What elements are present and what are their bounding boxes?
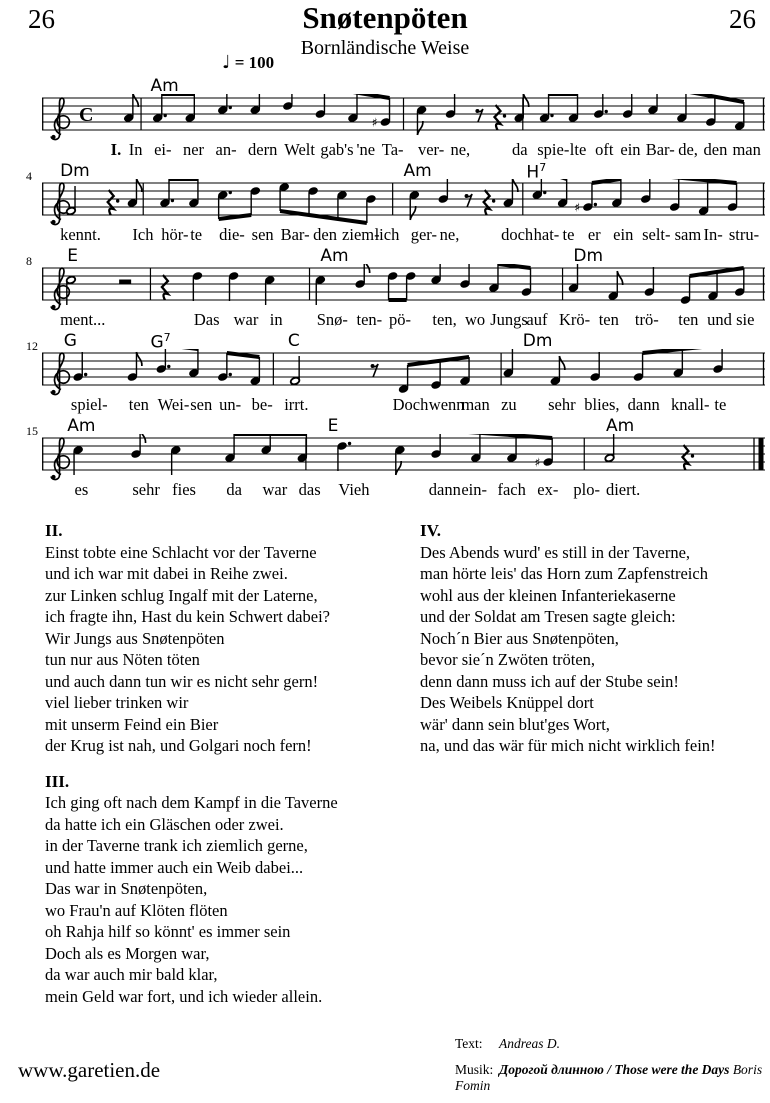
verse-line: mit unserm Feind ein Bier [45,714,219,734]
lyric-syllable: Das [193,310,220,329]
lyric-syllable: Wei- [157,395,190,414]
lyric-syllable: er [587,225,601,244]
chord-symbol: G [63,331,77,351]
lyric-syllable: stru- [728,225,760,244]
verse-block [45,771,395,1008]
lyric-syllable: da [511,140,528,159]
lyric-syllable: Welt [284,140,315,159]
lyric-syllable: ziem- [342,225,380,244]
lyric-syllable: lich [374,225,400,244]
measure-number: 4 [26,169,32,183]
verses-left-column [45,520,395,1021]
page-number-left: 26 [28,4,55,34]
lyric-syllable: die- [219,225,245,244]
lyric-syllable: ne, [439,225,460,244]
chord-symbol: Dm [60,161,90,181]
verse-line: da war auch mir bald klar, [45,965,218,984]
credit-row [455,1062,770,1094]
tempo-value: = 100 [234,53,275,72]
lyric-syllable: und [707,310,732,329]
lyric-syllable: spiel- [70,395,108,414]
lyric-syllable: ten [678,310,699,329]
lyric-syllable: gab's [320,140,354,159]
chord-symbol: Am [320,246,349,266]
lyric-syllable: ten- [356,310,383,329]
lyric-syllable: Bar- [645,140,675,159]
chord-symbol: Am [605,416,635,436]
lyric-syllable: ei- [154,140,172,159]
verse-line: oh Rahja hilf so könnt' es immer sein [45,922,291,941]
lyric-syllable: an- [215,140,237,159]
lyric-syllable: auf [526,310,548,329]
lyric-syllable: plo- [573,480,600,499]
verse-number: III. [45,771,70,791]
lyric-syllable: blies, [584,395,620,414]
lyric-syllable: ein [620,140,641,159]
lyric-syllable: de, [678,140,698,159]
lyric-syllable: Vieh [338,480,370,499]
verse-line: und der Soldat am Tresen sagte gleich: [420,607,676,626]
lyric-syllable: be- [251,395,273,414]
lyric-syllable: oft [595,140,614,159]
verse-line: Das war in Snøtenpöten, [45,879,208,898]
lyric-syllable: ten [598,310,619,329]
lyric-syllable: 'ne [356,140,376,159]
staff-svg [42,264,765,312]
lyric-syllable: te [714,395,727,414]
staff-system [42,78,765,163]
measure-number: 8 [26,254,32,268]
verse-line: viel lieber trinken wir [45,693,189,712]
lyric-syllable: wenn [428,395,465,414]
verse-line: wohl aus der kleinen Infanteriekaserne [420,585,676,605]
chord-symbol: Am [403,161,432,181]
staff-system [26,161,765,248]
lyric-syllable: ner [182,140,205,159]
verse-line: mein Geld war fort, und ich wieder allein. [45,986,323,1006]
lyric-syllable: dern [248,140,278,159]
verse-block [420,520,765,757]
lyric-syllable: Bar- [280,225,310,244]
lyric-syllable: sehr [132,480,160,499]
lyric-syllable: trö- [634,310,659,329]
lyric-syllable: I. [110,140,122,159]
lyric-syllable: es [74,480,89,499]
lyric-syllable: Jungs [490,310,528,329]
website-link: www.garetien.de [18,1058,161,1082]
verse-block [45,520,395,757]
lyric-syllable: ein [613,225,634,244]
lyric-syllable: Ich [132,225,154,244]
lyric-syllable: sen [251,225,274,244]
lyric-syllable: zu [501,395,517,414]
lyric-syllable: kennt. [60,225,101,244]
credit-label: Musik: [455,1062,494,1077]
lyric-syllable: te [190,225,203,244]
staff-svg [42,94,765,142]
credit-row [455,1036,770,1052]
lyric-syllable: war [262,480,288,499]
verse-line: Einst tobte eine Schlacht vor der Taverne [45,542,317,562]
verse-line: ich fragte ihn, Hast du kein Schwert dabei? [45,607,330,626]
lyric-syllable: spie- [537,140,570,159]
lyric-syllable: sam [674,225,702,244]
lyric-syllable: lte [569,140,587,159]
lyric-syllable: da [226,480,242,499]
verse-line: Ich ging oft nach dem Kampf in die Taverne [45,793,338,812]
verse-number: II. [45,521,63,540]
lyric-syllable: war [233,310,259,329]
staff-svg [42,434,765,482]
lyric-syllable: ne, [450,140,471,159]
verse-line: Des Weibels Knüppel dort [420,693,594,712]
verse-line: Noch´n Bier aus Snøtenpöten, [420,628,619,648]
lyric-syllable: sen [190,395,213,414]
svg-text:C: C [79,104,94,126]
verse-number: IV. [420,521,441,540]
verse-line: denn dann muss ich auf der Stube sein! [420,671,679,691]
lyric-syllable: dann [428,480,461,499]
lyric-syllable: dann [627,395,660,414]
lyric-syllable: irrt. [284,395,309,414]
verse-line: man hörte leis' das Horn zum Zapfenstreich [420,564,708,583]
verse-line: tun nur aus Nöten töten [45,650,200,669]
lyric-syllable: ger- [410,225,437,244]
lyric-syllable: diert. [605,480,641,499]
verse-line: wo Frau'n auf Klöten flöten [45,900,228,920]
tempo-marking [222,52,274,73]
lyric-syllable: sehr [548,395,576,414]
svg-text:♯: ♯ [371,115,378,130]
credits-block [455,1036,770,1103]
lyric-syllable: Krö- [558,310,591,329]
verse-line: Wir Jungs aus Snøtenpöten [45,628,225,648]
lyric-syllable: fies [172,480,196,499]
staff-system [26,416,765,503]
credit-value: Дорогой длинною / Those were the Days [499,1062,730,1077]
verse-line: und hatte immer auch ein Weib dabei... [45,857,304,877]
song-subtitle: Bornländische Weise [300,37,470,59]
measure-number: 15 [26,424,38,438]
verse-line: wär' dann sein blut'ges Wort, [420,714,610,734]
chord-symbol: Dm [522,331,553,351]
verse-line: da hatte ich ein Gläschen oder zwei. [45,814,284,834]
lyric-syllable: pö- [389,310,412,329]
lyric-syllable: wo [464,310,486,329]
verse-line: der Krug ist nah, und Golgari noch fern! [45,736,312,755]
credit-label: Text: [455,1036,483,1051]
lyric-syllable: in [269,310,283,329]
music-systems [26,76,765,503]
lyric-syllable: hör- [161,225,189,244]
verse-line: Des Abends wurd' es still in der Taverne, [420,542,691,562]
chord-symbol: Am [150,76,179,96]
quarter-note-icon: ♩ [222,52,231,73]
svg-text:♯: ♯ [534,455,541,470]
lyric-syllable: ex- [537,480,559,499]
verse-line: zur Linken schlug Ingalf mit der Laterne, [45,585,318,605]
lyric-syllable: den [703,140,728,159]
lyric-syllable: un- [219,395,242,414]
lyric-syllable: In [128,140,143,159]
lyric-syllable: ein- [461,480,487,499]
chord-symbol: E [67,246,79,266]
lyric-syllable: ten [128,395,149,414]
lyric-syllable: man [732,140,761,159]
page-number-right: 26 [729,4,756,34]
lyric-syllable: knall- [671,395,710,414]
svg-text:♯: ♯ [574,200,581,215]
lyric-syllable: te [562,225,575,244]
credit-value: Boris Fomin [455,1062,763,1093]
chord-symbol: $H^7$ [526,161,547,183]
lyric-syllable: das [298,480,321,499]
lyric-syllable: Snø- [316,310,348,329]
verses-right-column [420,520,765,771]
lyric-syllable: fach [497,480,526,499]
lyric-syllable: sie [736,310,755,329]
verse-line: und auch dann tun wir es nicht sehr gern! [45,671,319,691]
song-title: Snøtenpöten [302,0,468,35]
chord-symbol: E [327,416,339,436]
staff-svg [42,179,765,227]
verse-line: in der Taverne trank ich ziemlich gerne, [45,836,308,855]
chord-symbol: $G^7$ [150,331,171,353]
lyric-syllable: Doch [392,395,429,414]
lyric-syllable: selt- [642,225,671,244]
credit-value: Andreas D. [499,1036,560,1051]
verse-line: na, und das wär für mich nicht wirklich fein! [420,736,716,755]
staff-system [26,246,765,333]
measure-number: 12 [26,339,38,353]
chord-symbol: Am [67,416,96,436]
lyric-syllable: ver- [417,140,445,159]
verse-line: bevor sie´n Zwöten tröten, [420,650,596,669]
lyric-syllable: hat- [533,225,560,244]
chord-symbol: C [287,331,300,351]
verse-line: und ich war mit dabei in Reihe zwei. [45,564,288,583]
lyric-syllable: doch [501,225,534,244]
chord-symbol: Dm [573,246,604,266]
lyric-syllable: Ta- [381,140,404,159]
lyric-syllable: ment... [60,310,106,329]
verse-line: Doch als es Morgen war, [45,943,210,963]
lyric-syllable: man [461,395,490,414]
lyric-syllable: In- [703,225,723,244]
lyric-syllable: den [313,225,337,244]
staff-svg [42,349,765,397]
lyric-syllable: ten, [432,310,457,329]
staff-system [26,331,765,418]
